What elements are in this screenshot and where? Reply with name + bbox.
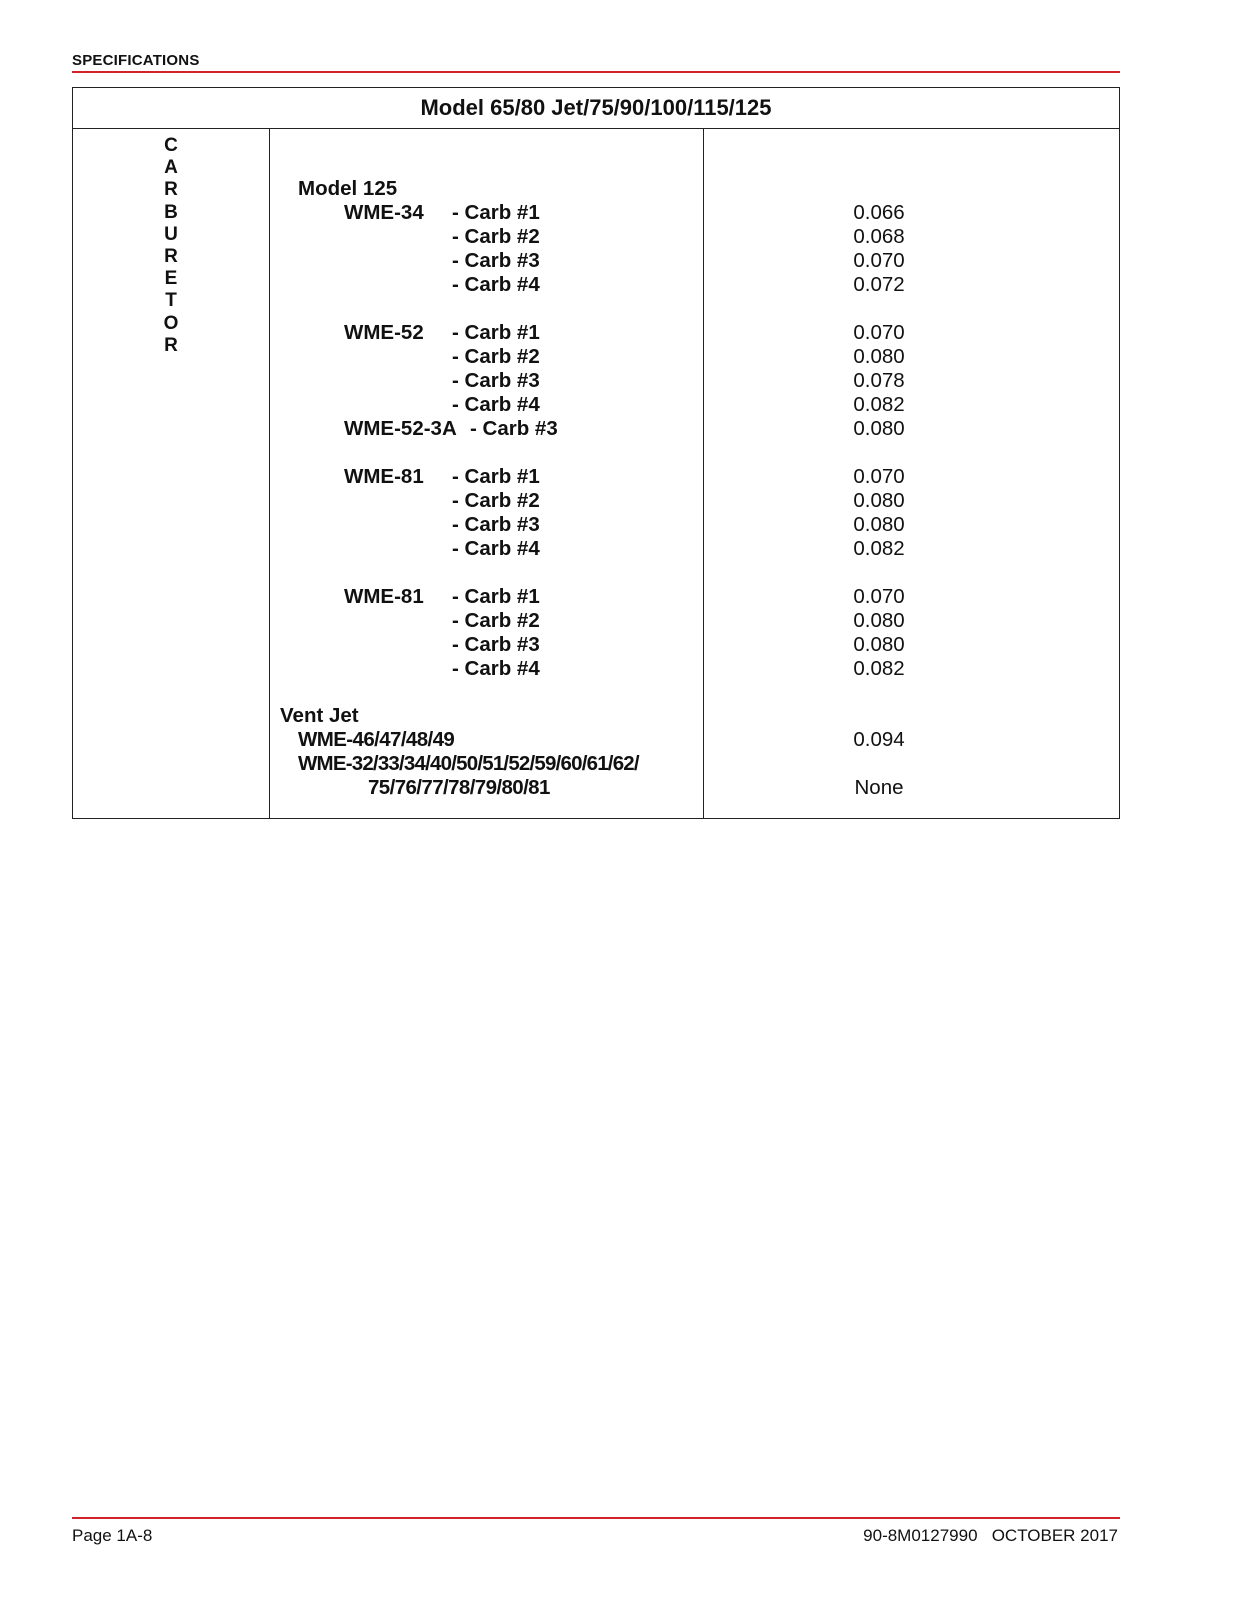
vent-jet-heading: Vent Jet bbox=[280, 704, 359, 727]
carb-label: - Carb #4 bbox=[452, 273, 540, 296]
header-rule bbox=[72, 71, 1120, 73]
carb-label: - Carb #2 bbox=[452, 609, 540, 632]
spec-table bbox=[72, 87, 1120, 819]
group-name: WME-81 bbox=[344, 465, 424, 488]
carb-label: - Carb #4 bbox=[452, 393, 540, 416]
value-cell: 0.070 bbox=[853, 249, 905, 272]
value-cell: 0.066 bbox=[853, 201, 905, 224]
carb-label: - Carb #1 bbox=[452, 201, 540, 224]
group-name: WME-52 bbox=[344, 321, 424, 344]
value-cell: 0.070 bbox=[853, 321, 905, 344]
value-cell: 0.082 bbox=[853, 537, 905, 560]
carb-label: - Carb #2 bbox=[452, 225, 540, 248]
vent-jet-models: 75/76/77/78/79/80/81 bbox=[368, 776, 550, 799]
carb-label: - Carb #3 bbox=[452, 633, 540, 656]
footer-rule bbox=[72, 1517, 1120, 1519]
value-cell: 0.080 bbox=[853, 609, 905, 632]
column-divider bbox=[703, 129, 704, 818]
table-title: Model 65/80 Jet/75/90/100/115/125 bbox=[73, 88, 1119, 129]
side-letter: C bbox=[164, 135, 178, 156]
side-letter: R bbox=[164, 179, 178, 201]
value-cell: 0.094 bbox=[853, 728, 905, 751]
carb-label: - Carb #1 bbox=[452, 321, 540, 344]
document-id: 90-8M0127990 OCTOBER 2017 bbox=[863, 1526, 1118, 1545]
value-cell: 0.072 bbox=[853, 273, 905, 296]
value-cell: 0.080 bbox=[853, 633, 905, 656]
value-cell: 0.080 bbox=[853, 489, 905, 512]
page-number: Page 1A-8 bbox=[72, 1526, 153, 1545]
side-letter: B bbox=[164, 201, 178, 223]
carb-label: - Carb #3 bbox=[452, 369, 540, 392]
value-cell: 0.078 bbox=[853, 369, 905, 392]
value-cell: 0.080 bbox=[853, 417, 905, 440]
group-name: WME-81 bbox=[344, 585, 424, 608]
value-cell: 0.080 bbox=[853, 513, 905, 536]
side-letter: U bbox=[164, 223, 178, 245]
carb-label: - Carb #3 bbox=[470, 417, 558, 440]
value-cell: 0.068 bbox=[853, 225, 905, 248]
value-cell: 0.080 bbox=[853, 345, 905, 368]
carb-label: - Carb #2 bbox=[452, 489, 540, 512]
group-name: WME-34 bbox=[344, 201, 424, 224]
side-letter: E bbox=[164, 268, 178, 290]
value-cell: 0.070 bbox=[853, 465, 905, 488]
value-cell: 0.082 bbox=[853, 393, 905, 416]
side-letter: O bbox=[163, 312, 179, 334]
value-cell: 0.070 bbox=[853, 585, 905, 608]
value-cell: None bbox=[854, 776, 904, 799]
column-divider bbox=[269, 129, 270, 818]
carb-label: - Carb #1 bbox=[452, 465, 540, 488]
carb-label: - Carb #1 bbox=[452, 585, 540, 608]
carb-label: - Carb #4 bbox=[452, 657, 540, 680]
carb-label: - Carb #3 bbox=[452, 513, 540, 536]
value-cell: 0.082 bbox=[853, 657, 905, 680]
vent-jet-models: WME-32/33/34/40/50/51/52/59/60/61/62/ bbox=[298, 752, 639, 775]
carb-label: - Carb #2 bbox=[452, 345, 540, 368]
group-name: WME-52-3A bbox=[344, 417, 457, 440]
side-letter: T bbox=[165, 290, 177, 312]
section-header: SPECIFICATIONS bbox=[72, 52, 200, 69]
vent-jet-models: WME-46/47/48/49 bbox=[298, 728, 455, 751]
carb-label: - Carb #4 bbox=[452, 537, 540, 560]
model-heading: Model 125 bbox=[298, 177, 398, 200]
carb-label: - Carb #3 bbox=[452, 249, 540, 272]
side-letter: A bbox=[164, 157, 178, 179]
side-letter: R bbox=[164, 334, 178, 356]
side-label-carburetor bbox=[73, 135, 269, 357]
side-letter: R bbox=[164, 246, 178, 268]
